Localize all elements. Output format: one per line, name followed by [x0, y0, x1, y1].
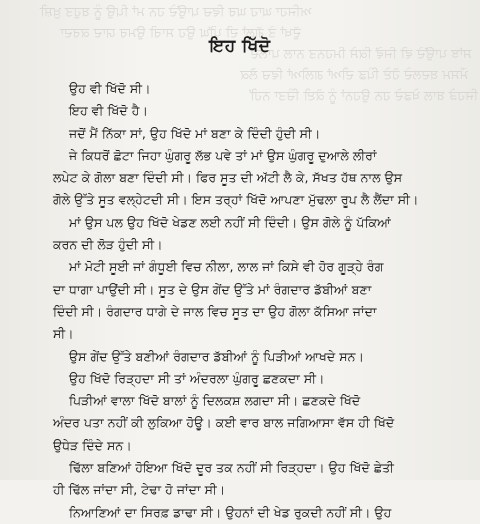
text-line: ਉਹ ਵੀ ਖਿੱਦੋ ਸੀ। — [69, 81, 151, 96]
text-line: ਉਹ ਖਿੱਦੋ ਰਿੜ੍ਹਦਾ ਸੀ ਤਾਂ ਅੰਦਰਲਾ ਘੁੰਗਰੂ ਛਣਕਦਾ ਸੀ। — [69, 370, 325, 386]
bleed-line: ਜਿਹੜੇ ਬਾਲ ਖੇਡਦੇ ਹਨ ਉਹਨਾਂ ਨੂੰ ਕੋਈ ਚਿੰਤਾ ਨਹੀਂ — [250, 89, 478, 104]
text-line: ਮਾਂ ਉਸ ਪਲ ਉਹ ਖਿੱਦੋ ਖੇਡਣ ਲਈ ਨਹੀਂ ਸੀ ਦਿੰਦੀ। ਉਸ ਗੋਲੇ ਨੂੰ ਪੱਕਿਆਂ — [69, 214, 391, 230]
bleed-line: ਅਜਿਹਾ ਘਾਹ ਘਰ ਵਿਚ ਪਾਉਂਦੇ ਹਨ ਮਾਂ ਪਿਉ ਨੂੰ ਬਹੁਤ ਖ਼ੁਸ਼ੀ — [40, 5, 312, 20]
text-line: ਪਿੜੀਆਂ ਵਾਲਾ ਖਿੱਦੋ ਬਾਲਾਂ ਨੂੰ ਦਿਲਕਸ਼ ਲਗਦਾ ਸੀ। ਛਣਕਦੇ ਖਿੱਦੋ — [69, 393, 361, 409]
bleed-line: ਸਾਂਝ ਪਾਉਂਦੇ ਵੀ ਜਿਵੇਂ ਕਿਸੇ ਮਿਹਨਤ ਨਾਲ ਪਾਲਦੇ — [250, 47, 472, 62]
text-line: ਮਾਂ ਮੋਟੀ ਸੂਈ ਜਾਂ ਗੰਧੂਈ ਵਿਚ ਨੀਲਾ, ਲਾਲ ਜਾਂ ਕਿਸੇ ਵੀ ਹੋਰ ਗੂੜ੍ਹੇ ਰੰਗ — [69, 259, 384, 275]
text-line: ਗੋਲੇ ਉੱਤੇ ਸੂਤ ਵਲ੍ਹੇਟਦੀ ਸੀ। ਇਸ ਤਰ੍ਹਾਂ ਖਿੱਦੋ ਆਪਣਾ ਮੁੱਢਲਾ ਰੂਪ ਲੈ ਲੈਂਦਾ ਸੀ। — [53, 192, 419, 208]
text-line: ਅੰਦਰ ਪਤਾ ਨਹੀਂ ਕੀ ਲੁਕਿਆ ਹੋਊ। ਕਈ ਵਾਰ ਬਾਲ ਜਗਿਆਸਾ ਵੱਸ ਹੀ ਖਿੱਦੋ — [53, 415, 395, 431]
text-line: ਜਦੋਂ ਮੈਂ ਨਿੱਕਾ ਸਾਂ, ਉਹ ਖਿੱਦੋ ਮਾਂ ਬਣਾ ਕੇ ਦਿੰਦੀ ਹੁੰਦੀ ਸੀ। — [69, 125, 321, 141]
text-line: ਉਸ ਗੇਂਦ ਉੱਤੇ ਬਣੀਆਂ ਰੰਗਦਾਰ ਡੱਬੀਆਂ ਨੂੰ ਪਿੜੀਆਂ ਆਖਦੇ ਸਨ। — [69, 348, 365, 364]
bleed-line: ਦੁੱਖਾਂ ਤੇ ਗੱਲਾਂ ਦੀ ਪੀਂਘ ਉਹ ਸਾਰੀ ਉਮਰ ਯਾਦ ਕਰਦਾ — [60, 26, 301, 41]
text-line: ਢਿੱਲਾ ਬਣਿਆਂ ਹੋਇਆ ਖਿੱਦੋ ਦੂਰ ਤਕ ਨਹੀਂ ਸੀ ਰਿੜ੍ਹਦਾ। ਉਹ ਖਿੱਦੋ ਛੇਤੀ — [69, 460, 394, 476]
text-line: ਜੇ ਕਿਧਰੋਂ ਛੋਟਾ ਜਿਹਾ ਘੁੰਗਰੂ ਲੱਭ ਪਵੇ ਤਾਂ ਮਾਂ ਉਸ ਘੁੰਗਰੂ ਦੁਆਲੇ ਲੀਰਾਂ — [69, 147, 377, 163]
text-line: ਉਧੇੜ ਦਿੰਦੇ ਸਨ। — [53, 437, 132, 453]
body-text — [53, 78, 445, 524]
text-line: ਸੀ। — [53, 326, 74, 342]
chapter-title: ਇਹ ਖਿੱਦੋ — [209, 36, 271, 56]
text-line: ਕਰਨ ਦੀ ਲੋੜ ਹੁੰਦੀ ਸੀ। — [53, 237, 163, 253]
text-line: ਇਹ ਵੀ ਖਿੱਦੋ ਹੈ। — [69, 103, 148, 119]
text-line: ਲਪੇਟ ਕੇ ਗੋਲਾ ਬਣਾ ਦਿੰਦੀ ਸੀ। ਫਿਰ ਸੂਤ ਦੀ ਅੱਟੀ ਲੈ ਕੇ, ਸੱਖਤ ਹੱਥ ਨਾਲ ਉਸ — [53, 170, 403, 186]
text-line: ਦਿੰਦੀ ਸੀ। ਰੰਗਦਾਰ ਧਾਗੇ ਦੇ ਜਾਲ ਵਿਚ ਸੂਤ ਦਾ ਉਹ ਗੋਲਾ ਕੱਸਿਆ ਜਾਂਦਾ — [53, 303, 377, 319]
text-line: ਹੀ ਢਿੱਲ ਜਾਂਦਾ ਸੀ, ਟੇਢਾ ਹੋ ਜਾਂਦਾ ਸੀ। — [53, 482, 226, 498]
text-line: ਦਾ ਧਾਗਾ ਪਾਉਂਦੀ ਸੀ। ਸੂਤ ਦੇ ਉਸ ਗੇਂਦ ਉੱਤੇ ਮਾਂ ਰੰਗਦਾਰ ਡੱਬੀਆਂ ਬਣਾ — [53, 281, 372, 297]
bleed-line: ਮੌਸਮ ਬਦਲਦੇ ਹੋਏ ਪਿੰਡ ਦੀਆਂ ਗਲੀਆਂ ਵਿਚ ਲੋਕ — [240, 68, 468, 83]
text-line: ਨਿਆਣਿਆਂ ਦਾ ਸਿਰਫ਼ ਡਾਢਾ ਸੀ। ਉਹਨਾਂ ਦੀ ਖੇਡ ਰੁਕਦੀ ਨਹੀਂ ਸੀ। ਉਹ — [69, 504, 392, 520]
